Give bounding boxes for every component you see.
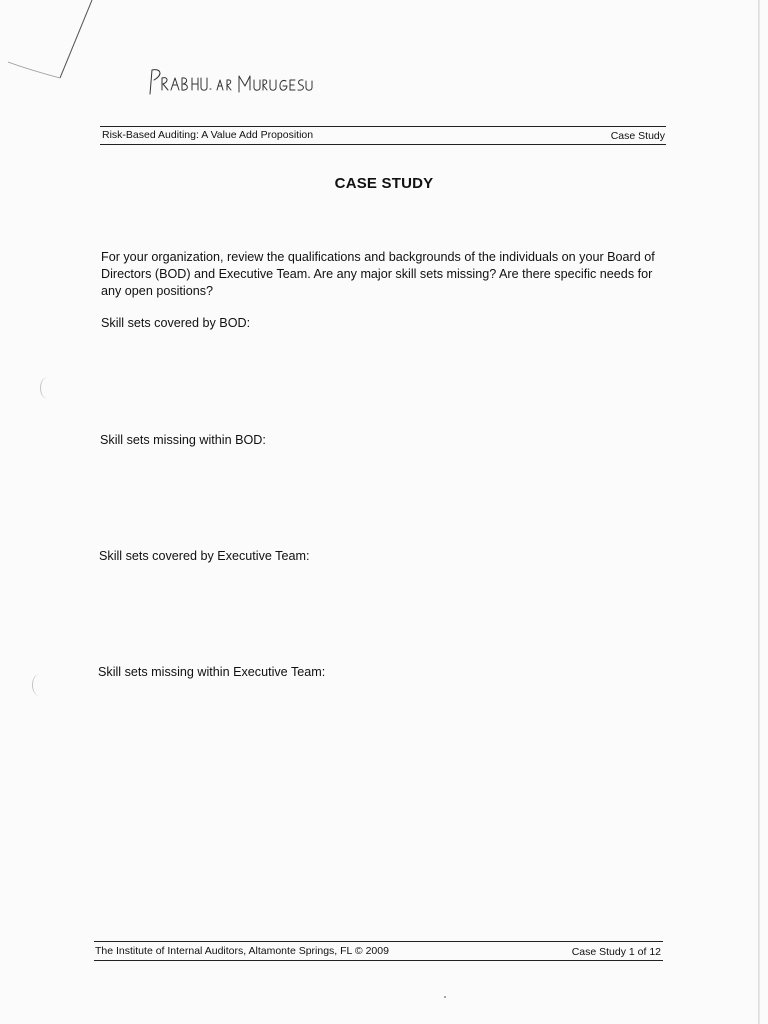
header-course-title: Risk-Based Auditing: A Value Add Proposition	[102, 129, 314, 141]
footer-copyright: The Institute of Internal Auditors, Altamonte Springs, FL © 2009	[95, 945, 389, 957]
footer-page-number: Case Study 1 of 12	[571, 946, 661, 958]
page-title: CASE STUDY	[334, 175, 434, 192]
running-footer	[94, 941, 663, 961]
corner-fold-mark	[0, 0, 100, 90]
punch-hole-mark	[40, 377, 55, 399]
running-header	[100, 126, 666, 145]
case-study-instructions: For your organization, review the qualifications and backgrounds of the individuals on your Board of Directors (BOD) and Executive Team. Are any major skill sets missing? Are there specific needs for any open positions?	[101, 250, 655, 298]
header-section-label: Case Study	[610, 130, 665, 142]
page-edge-shadow	[758, 0, 760, 1024]
handwritten-name-signature	[146, 64, 316, 98]
prompt-bod-missing: Skill sets missing within BOD:	[100, 433, 266, 447]
prompt-exec-covered: Skill sets covered by Executive Team:	[99, 549, 310, 563]
prompt-exec-missing: Skill sets missing within Executive Team:	[98, 665, 326, 679]
scan-speck	[444, 996, 446, 998]
prompt-bod-covered: Skill sets covered by BOD:	[101, 316, 251, 330]
punch-hole-mark	[32, 674, 47, 696]
